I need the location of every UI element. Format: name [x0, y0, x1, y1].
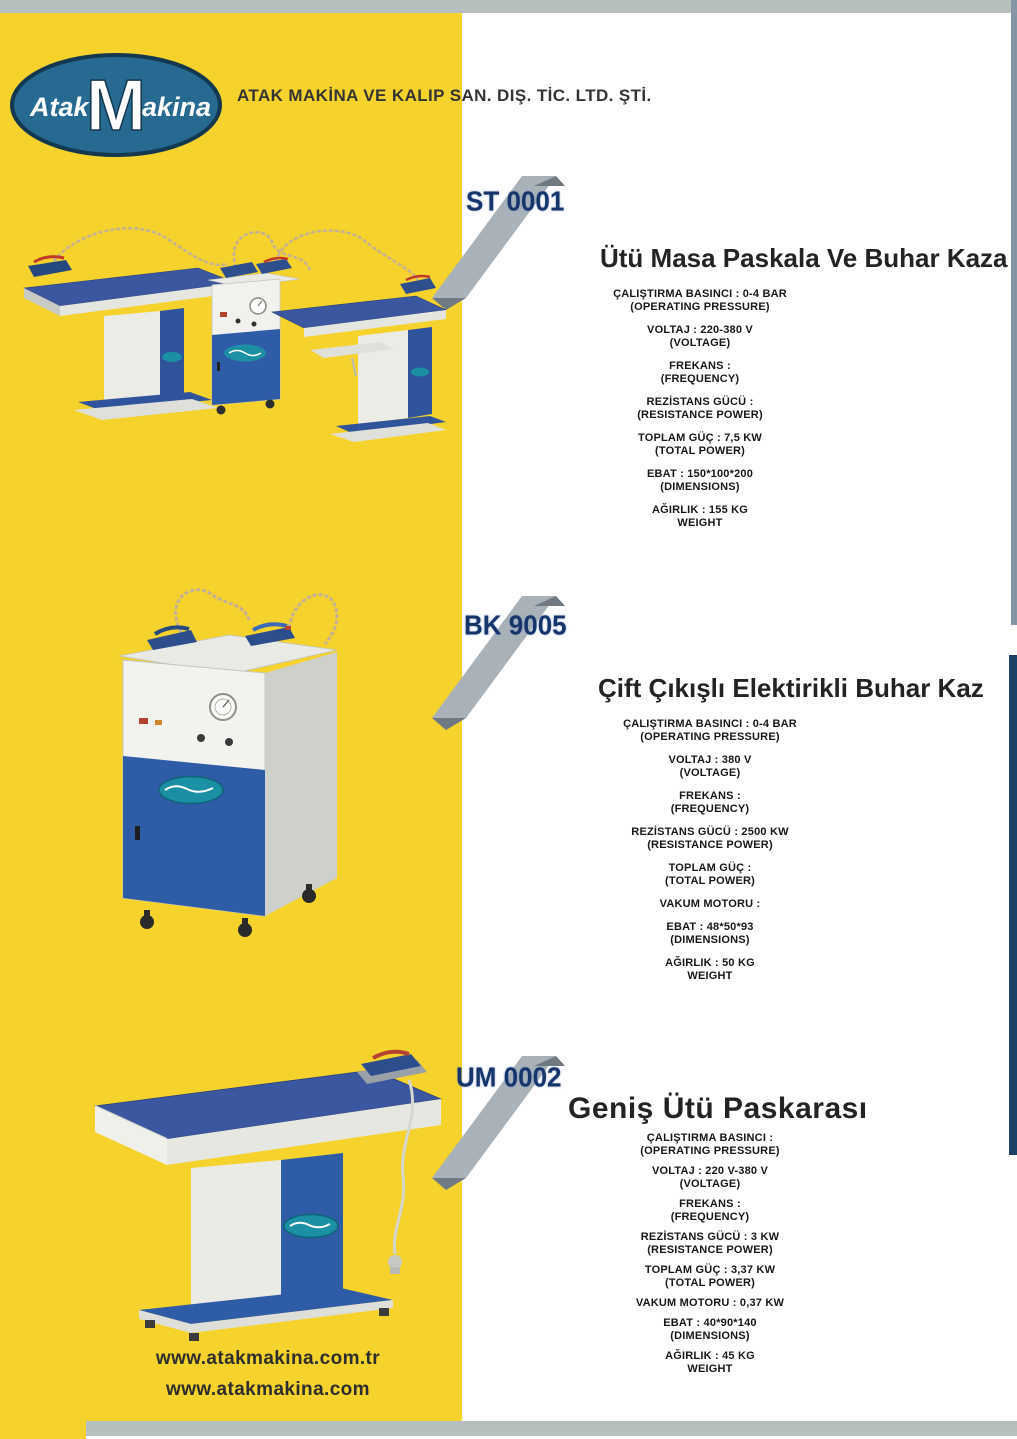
- product-image-bk9005: [103, 580, 353, 938]
- spec-line-turkish: TOPLAM GÜÇ : 3,37 KW: [644, 1264, 776, 1276]
- spec-item: [540, 396, 860, 422]
- spec-list-st0001: [540, 288, 860, 540]
- spec-item: [545, 790, 875, 816]
- spec-item: [545, 862, 875, 888]
- ironing-table-left: [24, 257, 236, 420]
- company-logo: [8, 52, 226, 160]
- spec-line-turkish: EBAT : 40*90*140: [663, 1317, 757, 1329]
- spec-item: [545, 898, 875, 911]
- logo-monogram: M: [86, 66, 146, 146]
- spec-item: [540, 288, 860, 314]
- spec-line-english: (DIMENSIONS): [670, 934, 750, 946]
- spec-line-english: (VOLTAGE): [669, 337, 731, 349]
- spec-item: [540, 324, 860, 350]
- right-edge-strip-top: [1011, 0, 1017, 625]
- product-image-st0001: [14, 222, 446, 474]
- spec-line-english: (FREQUENCY): [670, 803, 750, 815]
- spec-line-english: (OPERATING PRESSURE): [630, 301, 770, 313]
- logo-text-left: Atak: [30, 92, 89, 122]
- spec-line-turkish: AĞIRLIK : 45 KG: [665, 1350, 755, 1362]
- spec-line-turkish: VOLTAJ : 220-380 V: [647, 324, 753, 336]
- spec-item: [545, 957, 875, 983]
- spec-line-turkish: ÇALIŞTIRMA BASINCI : 0-4 BAR: [613, 288, 787, 300]
- right-edge-strip-middle: [1009, 655, 1017, 1155]
- spec-item: [550, 1165, 870, 1191]
- spec-line-turkish: REZİSTANS GÜCÜ : 2500 KW: [631, 826, 789, 838]
- website-url-tr: www.atakmakina.com.tr: [155, 1348, 381, 1369]
- spec-line-english: WEIGHT: [687, 1363, 733, 1375]
- boiler-cabinet: [119, 635, 337, 937]
- spec-line-english: (TOTAL POWER): [655, 445, 745, 457]
- spec-line-english: (FREQUENCY): [670, 1211, 750, 1223]
- spec-line-english: (VOLTAGE): [679, 1178, 741, 1190]
- spec-line-turkish: TOPLAM GÜÇ : 7,5 KW: [638, 432, 762, 444]
- spec-line-english: (RESISTANCE POWER): [647, 1244, 773, 1256]
- spec-item: [550, 1317, 870, 1343]
- product-title-um0002: Geniş Ütü Paskarası: [568, 1092, 868, 1125]
- spec-line-turkish: REZİSTANS GÜCÜ : 3 KW: [640, 1231, 780, 1243]
- footer-urls: [88, 1348, 448, 1410]
- product-code-bk9005: BK 9005: [464, 609, 567, 641]
- spec-line-turkish: VOLTAJ : 380 V: [668, 754, 752, 766]
- spec-line-english: (DIMENSIONS): [670, 1330, 750, 1342]
- spec-line-turkish: AĞIRLIK : 50 KG: [665, 957, 755, 969]
- spec-item: [545, 921, 875, 947]
- wide-ironing-table: [95, 1070, 441, 1341]
- company-name-line: ATAK MAKİNA VE KALIP SAN. DIŞ. TİC. LTD. ŞTİ.: [237, 86, 652, 105]
- spec-line-english: WEIGHT: [677, 517, 723, 529]
- spec-line-turkish: VAKUM MOTORU : 0,37 KW: [635, 1297, 785, 1309]
- spec-list-um0002: [550, 1132, 870, 1383]
- spec-line-turkish: FREKANS :: [679, 790, 741, 802]
- spec-line-english: (OPERATING PRESSURE): [640, 731, 780, 743]
- product-title-st0001: Ütü Masa Paskala Ve Buhar Kaza: [600, 243, 1008, 273]
- spec-line-english: (OPERATING PRESSURE): [640, 1145, 780, 1157]
- spec-line-turkish: EBAT : 48*50*93: [666, 921, 754, 933]
- steam-boiler-center: [208, 258, 300, 415]
- spec-item: [540, 432, 860, 458]
- spec-item: [550, 1264, 870, 1290]
- ironing-table-right: [272, 276, 446, 442]
- product-code-st0001: ST 0001: [466, 185, 565, 217]
- spec-item: [540, 468, 860, 494]
- spec-item: [550, 1231, 870, 1257]
- spec-item: [545, 826, 875, 852]
- top-gray-bar: [0, 0, 1017, 13]
- spec-item: [540, 360, 860, 386]
- spec-line-turkish: EBAT : 150*100*200: [646, 468, 754, 480]
- spec-line-turkish: REZİSTANS GÜCÜ :: [646, 396, 754, 408]
- spec-line-turkish: FREKANS :: [669, 360, 731, 372]
- spec-line-turkish: FREKANS :: [679, 1198, 741, 1210]
- spec-line-english: (RESISTANCE POWER): [637, 409, 763, 421]
- spec-item: [545, 754, 875, 780]
- spec-item: [550, 1350, 870, 1376]
- spec-line-turkish: AĞIRLIK : 155 KG: [651, 504, 749, 516]
- product-title-bk9005: Çift Çıkışlı Elektirikli Buhar Kaz: [598, 673, 984, 703]
- spec-line-english: (DIMENSIONS): [660, 481, 740, 493]
- spec-line-turkish: TOPLAM GÜÇ :: [668, 862, 752, 874]
- ribbon-graphic: [430, 570, 565, 730]
- spec-item: [545, 718, 875, 744]
- spec-item: [540, 504, 860, 530]
- spec-line-turkish: ÇALIŞTIRMA BASINCI : 0-4 BAR: [623, 718, 797, 730]
- product-image-um0002: [43, 1046, 458, 1341]
- product-code-um0002: UM 0002: [456, 1061, 562, 1093]
- spec-line-turkish: VAKUM MOTORU :: [659, 898, 761, 910]
- spec-line-english: (FREQUENCY): [660, 373, 740, 385]
- spec-line-english: (VOLTAGE): [679, 767, 741, 779]
- spec-line-turkish: ÇALIŞTIRMA BASINCI :: [646, 1132, 774, 1144]
- spec-line-english: WEIGHT: [687, 970, 733, 982]
- logo-text-right: akina: [142, 92, 212, 122]
- logo-ellipse-graphic: [8, 52, 226, 160]
- spec-item: [550, 1297, 870, 1310]
- spec-line-turkish: VOLTAJ : 220 V-380 V: [651, 1165, 769, 1177]
- spec-list-bk9005: [545, 718, 875, 993]
- website-url-com: www.atakmakina.com: [166, 1379, 370, 1400]
- spec-line-english: (RESISTANCE POWER): [647, 839, 773, 851]
- ribbon-graphic: [430, 150, 565, 310]
- spec-line-english: (TOTAL POWER): [665, 1277, 755, 1289]
- banner-bk9005: [430, 570, 565, 730]
- yellow-bottom-corner: [0, 1421, 86, 1439]
- banner-st0001: [430, 150, 565, 310]
- bottom-gray-bar: [86, 1421, 1017, 1436]
- spec-item: [550, 1198, 870, 1224]
- spec-line-english: (TOTAL POWER): [665, 875, 755, 887]
- spec-item: [550, 1132, 870, 1158]
